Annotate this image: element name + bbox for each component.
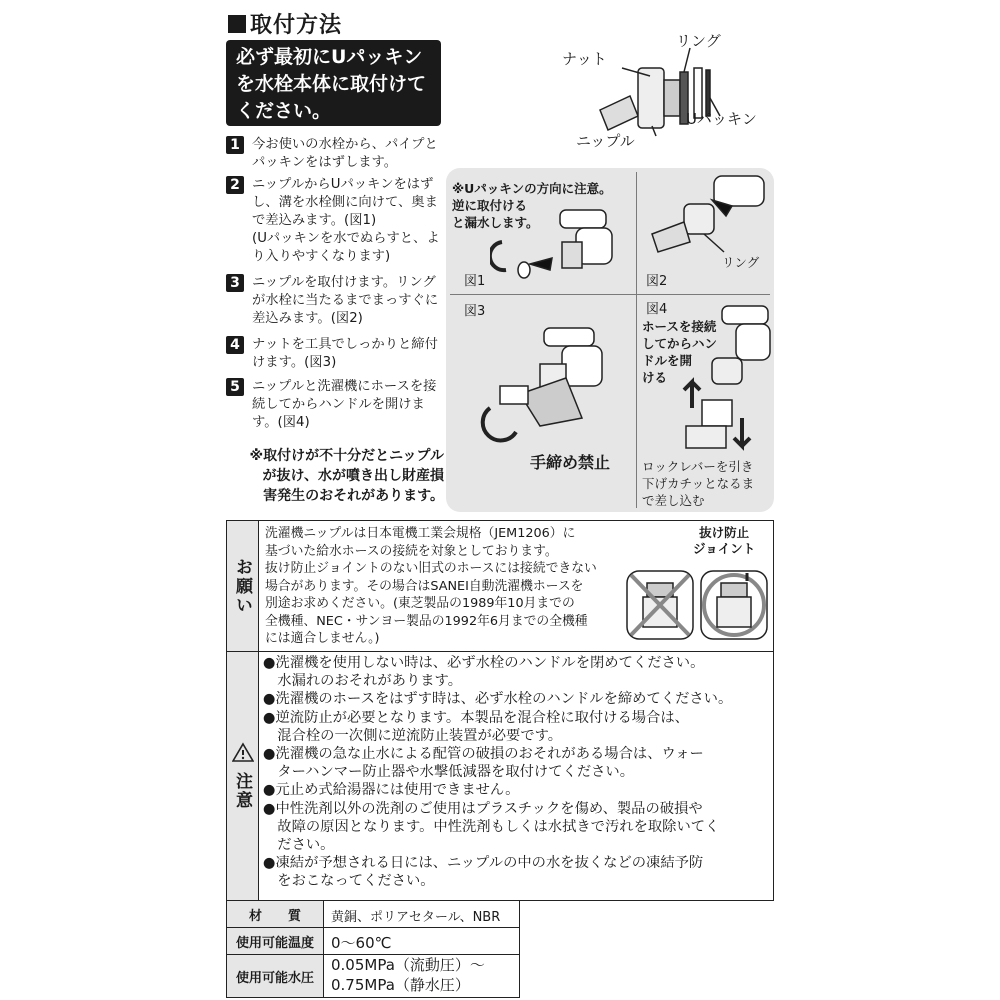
step-text: ナットを工具でしっかりと締付けます。(図3) — [252, 337, 438, 370]
chui-item: ●洗濯機を使用しない時は、必ず水栓のハンドルを閉めてください。 水漏れのおそれがあります。 — [263, 655, 705, 690]
section-heading — [228, 8, 342, 39]
step-text: ニップルからUパッキンをはずし、溝を水栓側に向けて、奥まで差込みます。(図1) (Uパッキンを水でぬらすと、より入りやすくなります) — [252, 177, 440, 264]
part-u-packing-label: Uパッキン — [686, 110, 757, 128]
chui-item: ●元止め式給湯器には使用できません。 — [263, 782, 520, 799]
part-ring-label: リング — [676, 32, 721, 50]
chui-list — [263, 654, 773, 891]
part-nut-label: ナット — [562, 50, 607, 68]
part-nipple-label: ニップル — [576, 132, 635, 150]
spec-label: 材 質 — [227, 901, 324, 927]
spec-row — [227, 901, 519, 928]
step-number: 1 — [226, 136, 244, 154]
onegai-text: 洗濯機ニップルは日本電機工業会規格（JEM1206）に 基づいた給水ホースの接続を対象としております。 抜け防止ジョイントのない旧式のホースには接続できない 場合があります。その場合はSANEI自動洗濯機ホースを 別途お求めください。(東芝製品の1989年10月までの 全機種、NEC・サンヨー製品の1992年6月までの全機種 には適合しません。) — [265, 526, 597, 646]
chui-block — [226, 651, 774, 901]
fig3-label: 図3 — [464, 304, 486, 319]
step-number: 3 — [226, 274, 244, 292]
chui-item: ●中性洗剤以外の洗剤のご使用はプラスチックを傷め、製品の破損や 故障の原因となります。中性洗剤もしくは水拭きで汚れを取除いてく ださい。 — [263, 800, 720, 854]
step-text: 今お使いの水栓から、パイプとパッキンをはずします。 — [252, 137, 438, 170]
fig4-illustration — [672, 300, 772, 460]
step-4 — [226, 336, 441, 372]
chui-item: ●洗濯機のホースをはずす時は、必ず水栓のハンドルを締めてください。 — [263, 691, 733, 708]
spec-value: 0～60℃ — [331, 934, 392, 952]
fig3-note: 手締め禁止 — [530, 453, 611, 472]
fig3-illustration — [470, 322, 630, 452]
figure-divider-horizontal — [450, 294, 770, 295]
chui-label: 注意 — [232, 772, 252, 810]
onegai-block — [226, 520, 774, 652]
step-3 — [226, 274, 441, 328]
chui-item: ●洗濯機の急な止水による配管の破損のおそれがある場合は、ウォー ターハンマー防止器や水撃低減器を取付けてください。 — [263, 746, 704, 781]
spec-value: 0.05MPa（流動圧）～ 0.75MPa（静水圧） — [331, 956, 485, 994]
fig4-label: 図4 — [646, 302, 668, 317]
onegai-label: お願い — [232, 557, 252, 615]
figure-divider-vertical — [636, 172, 637, 508]
spec-table — [226, 900, 520, 998]
notice-box: 必ず最初にUパッキンを水栓本体に取付けてください。 — [226, 40, 441, 126]
fig2-label: 図2 — [646, 274, 668, 289]
spec-value: 黄銅、ポリアセタール、NBR — [331, 910, 501, 925]
fig1-note: ※Uパッキンの方向に注意。 逆に取付ける と漏水します。 — [452, 181, 612, 230]
chui-item: ●逆流防止が必要となります。本製品を混合栓に取付ける場合は、 混合栓の一次側に逆流防止装置が必要です。 — [263, 709, 689, 744]
fig4-note: ホースを接続 してからハン ドルを開 ける — [642, 319, 718, 385]
step-1 — [226, 136, 441, 172]
step-text: ニップルと洗濯機にホースを接続してからハンドルを開けます。(図4) — [252, 379, 437, 430]
fig1-illustration — [490, 200, 635, 290]
fig4-note2: ロックレバーを引き 下げカチッとなるま で差し込む — [642, 459, 755, 508]
spec-row — [227, 928, 519, 955]
step-number: 2 — [226, 176, 244, 194]
fig2-note: リング — [722, 255, 760, 270]
chui-item: ●凍結が予想される日には、ニップルの中の水を抜くなどの凍結予防 をおこなってください。 — [263, 855, 704, 890]
chui-label-cell — [227, 652, 259, 900]
spec-row — [227, 955, 519, 997]
step-number: 5 — [226, 378, 244, 396]
step-2 — [226, 176, 441, 266]
heading-text: 取付方法 — [250, 13, 343, 38]
joint-comparison-icons — [623, 567, 771, 643]
spec-label: 使用可能温度 — [227, 928, 324, 954]
joint-label: 抜け防止 ジョイント — [693, 525, 756, 556]
onegai-label-cell — [227, 521, 259, 651]
step-number: 4 — [226, 336, 244, 354]
fig1-label: 図1 — [464, 274, 486, 289]
steps-warning: ※取付けが不十分だとニップル が抜け、水が噴き出し財産損 害発生のおそれがあります。 — [249, 448, 444, 504]
step-5 — [226, 378, 441, 432]
square-bullet-icon — [228, 15, 246, 33]
step-text: ニップルを取付けます。リングが水栓に当たるまでまっすぐに差込みます。(図2) — [252, 275, 439, 326]
spec-label: 使用可能水圧 — [227, 955, 324, 997]
warning-triangle-icon — [232, 742, 254, 762]
